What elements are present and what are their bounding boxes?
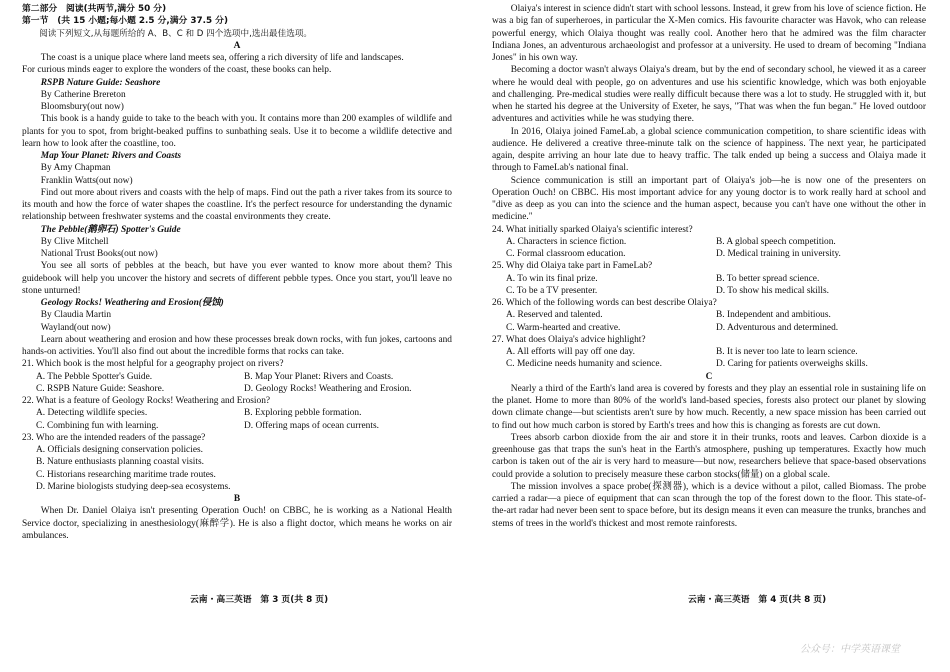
book1-title: RSPB Nature Guide: Seashore xyxy=(40,77,161,88)
question-24: 24. What initially sparked Olaiya's scientific interest? xyxy=(492,224,693,235)
a-intro-1: The coast is a unique place where land meets sea, offering a rich diversity of life and landscapes. xyxy=(40,53,404,63)
question-21-options xyxy=(22,371,452,396)
book2-publisher: Franklin Watts(out now) xyxy=(40,175,133,186)
book1-author: By Catherine Brereton xyxy=(40,89,126,100)
book4-publisher: Wayland(out now) xyxy=(40,322,111,333)
option[interactable]: A. Characters in science fiction. xyxy=(506,236,627,247)
left-page-column xyxy=(22,3,452,542)
option[interactable]: A. The Pebble Spotter's Guide. xyxy=(36,371,153,382)
book2-title: Map Your Planet: Rivers and Coasts xyxy=(40,151,182,161)
a-intro-2: For curious minds eager to explore the wonders of the coast, these books can help. xyxy=(22,65,332,76)
b-paragraph-3: Becoming a doctor wasn't always Olaiya's dream, but by the end of secondary school, he viewed it as a career where he would deal with people, go on adventures and use his scientific knowledge, which was both enjoyable and challenging. Pre-medical studies were really difficult because there was a lot to study. He struggled with it, but when he started his degree at the University of Exeter, he says, "That was when the fun began." He loved outdoor adventures and activities while he was studying there. xyxy=(492,65,926,125)
instruction: 阅读下列短文,从每题所给的 A、B、C 和 D 四个选项中,选出最佳选项。 xyxy=(39,28,313,39)
option[interactable]: B. Independent and ambitious. xyxy=(716,310,831,321)
book1-publisher: Bloomsbury(out now) xyxy=(40,102,124,112)
passage-b-label: B xyxy=(233,494,241,504)
option[interactable]: C. Warm-hearted and creative. xyxy=(506,322,621,333)
option[interactable]: B. Exploring pebble formation. xyxy=(244,408,362,419)
option[interactable]: A. All efforts will pay off one day. xyxy=(506,347,635,357)
option[interactable]: C. To be a TV presenter. xyxy=(506,285,598,296)
question-27-options xyxy=(492,346,926,371)
book4-author: By Claudia Martin xyxy=(40,310,112,321)
question-25-options xyxy=(492,273,926,298)
option[interactable]: C. Medicine needs humanity and science. xyxy=(506,359,662,370)
page-footer-right: 云南・高三英语 第 4 页(共 8 页) xyxy=(688,595,827,605)
question-26: 26. Which of the following words can best describe Olaiya? xyxy=(492,298,717,308)
option[interactable]: B. To better spread science. xyxy=(716,273,820,284)
question-23: 23. Who are the intended readers of the passage? xyxy=(22,432,206,443)
page-footer-left: 云南・高三英语 第 3 页(共 8 页) xyxy=(190,595,329,605)
option[interactable]: D. Medical training in university. xyxy=(716,249,841,259)
option[interactable]: C. Formal classroom education. xyxy=(506,249,626,259)
option[interactable]: D. Geology Rocks! Weathering and Erosion. xyxy=(244,383,412,394)
b-paragraph-2: Olaiya's interest in science didn't start with school lessons. Instead, it grew from his love of science fiction. He was a big fan of superheroes, in particular the X-Men comics. His favourite character was Havok, who can release powerful energy, which Olaiya thought was really cool. Another hero that he admired was the film character Indiana Jones, an adventurous archaeologist and professor at a university. He used to dream of becoming "Indiana Jones" in his own way. xyxy=(492,4,926,63)
b-paragraph-4: In 2016, Olaiya joined FameLab, a global science communication competition, to share scientific ideas with audience. He delivered a creative three-minute talk on the science of happiness. The next year, he participated again, despite arriving an hour late due to heavy traffic. The talk ended up being a success and Olaiya made it through to FameLab's national final. xyxy=(492,126,926,174)
question-21: 21. Which book is the most helpful for a geography project on rivers? xyxy=(22,359,284,370)
option[interactable]: A. Reserved and talented. xyxy=(506,310,603,321)
book2-author: By Amy Chapman xyxy=(40,163,111,174)
option[interactable]: D. Caring for patients overweighs skills. xyxy=(716,359,868,370)
book3-description: You see all sorts of pebbles at the beach, but have you ever wanted to know more about them? This guidebook will help you uncover the history and secrets of different pebble types. Once you start, you'll leave no stone unturned! xyxy=(22,261,452,296)
question-22-options xyxy=(22,407,452,432)
option[interactable]: C. Combining fun with learning. xyxy=(36,420,159,431)
book1-description: This book is a handy guide to take to the beach with you. It contains more than 200 examples of wildlife and plants for you to spot, from bright-beaked puffins to sunbathing seals. Use it to become a wildlife detective and learn how to look after the coastline, too. xyxy=(22,114,452,149)
option[interactable]: A. Detecting wildlife species. xyxy=(36,408,148,419)
b-paragraph-5: Science communication is still an important part of Olaiya's job—he is now one of the presenters on Operation Ouch! on CBBC. His most important advice for any young doctor is to work really hard at school and "dive as deep as you can into the science and the human aspect, because you can't have one without the other in medicine." xyxy=(492,175,926,223)
book4-description: Learn about weathering and erosion and how these processes break down rocks, with fun jokes, cartoons and hands-on activities. You'll also find out about the incredible forms that rocks can take. xyxy=(22,334,452,357)
question-22: 22. What is a feature of Geology Rocks! Weathering and Erosion? xyxy=(22,396,271,406)
option[interactable]: D. Adventurous and determined. xyxy=(716,322,839,333)
passage-c-label: C xyxy=(705,371,713,382)
option[interactable]: A. Officials designing conservation policies. xyxy=(36,445,203,455)
option[interactable]: B. Nature enthusiasts planning coastal visits. xyxy=(36,457,204,468)
option[interactable]: C. Historians researching maritime trade routes. xyxy=(36,469,216,480)
book3-author: By Clive Mitchell xyxy=(40,236,109,247)
book2-description: Find out more about rivers and coasts with the help of maps. Find out the path a river takes from its source to its mouth and how the force of water shapes the coastline. It's the perfect resource for understanding the dynamic relationship between freshwater systems and the coastal environments they create. xyxy=(22,187,452,223)
c-paragraph-3: The mission involves a space probe(探测器), which is a device without a pilot, called Biomass. The probe carried a radar—a piece of equipment that can scan through the top of the forest down to the floor. This state-of-the-art radar had never been sent to space before, but its design means it even can measure the trunks, branches and stems of trees in the world's thickest and most remote rainforests. xyxy=(492,481,926,529)
option[interactable]: D. Marine biologists studying deep-sea ecosystems. xyxy=(36,481,231,492)
c-paragraph-1: Nearly a third of the Earth's land area is covered by forests and they play an essential role in sustaining life on the planet. Home to more than 80% of the world's land-based species, forests also protect our planet by slowing down climate change—but scientists aren't sure by how much. Recently, a new space mission has been carried out to find out how much carbon is stored by Earth's trees and how this is changing as forests are cut down. xyxy=(492,383,926,431)
option[interactable]: A. To win its final prize. xyxy=(506,273,598,284)
question-24-options xyxy=(492,236,926,261)
book3-title: The Pebble(鹅卵石) Spotter's Guide xyxy=(40,224,181,235)
option[interactable]: D. Offering maps of ocean currents. xyxy=(244,420,379,431)
question-23-options xyxy=(22,444,452,493)
option[interactable]: B. It is never too late to learn science. xyxy=(716,347,858,357)
question-27: 27. What does Olaiya's advice highlight? xyxy=(492,334,646,345)
option[interactable]: B. A global speech competition. xyxy=(716,236,836,247)
passage-a-label: A xyxy=(233,40,241,51)
b-paragraph-1: When Dr. Daniel Olaiya isn't presenting Operation Ouch! on CBBC, he is working as a National Health Service doctor, specializing in anesthesiology(麻醉学). He is also a flight doctor, which means he works on air ambulances. xyxy=(22,506,452,541)
question-26-options xyxy=(492,309,926,334)
option[interactable]: D. To show his medical skills. xyxy=(716,285,829,296)
part-title: 第二部分 阅读(共两节,满分 50 分) xyxy=(22,4,167,14)
c-paragraph-2: Trees absorb carbon dioxide from the air and store it in their trunks, roots and leaves. Carbon dioxide is a greenhouse gas that traps the sun's heat in the Earth's atmosphere, pushing up temperatures. Exactly how much carbon is taken out of the air is very hard to measure—but now, researchers believe that space-based observations could provide a solution to precisely measure these carbon stocks(储量) on a global scale. xyxy=(492,432,926,480)
book3-publisher: National Trust Books(out now) xyxy=(40,249,158,259)
watermark: 公众号：中学英语课堂 xyxy=(800,644,900,655)
right-page-column xyxy=(492,3,926,530)
book4-title: Geology Rocks! Weathering and Erosion(侵蚀) xyxy=(40,298,224,308)
option[interactable]: C. RSPB Nature Guide: Seashore. xyxy=(36,383,165,394)
option[interactable]: B. Map Your Planet: Rivers and Coasts. xyxy=(244,371,394,382)
question-25: 25. Why did Olaiya take part in FameLab? xyxy=(492,261,653,272)
section-title: 第一节 (共 15 小题;每小题 2.5 分,满分 37.5 分) xyxy=(22,16,228,27)
